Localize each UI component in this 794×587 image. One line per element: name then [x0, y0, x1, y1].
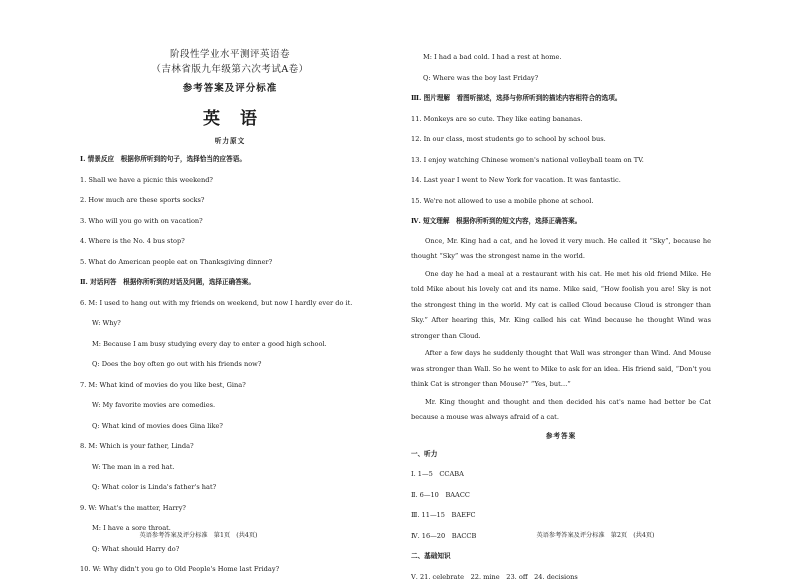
- left-column: [80, 47, 380, 580]
- text-line: 10. W: Why didn't you go to Old People's Home last Friday?: [80, 559, 380, 580]
- listening-script-lines: [80, 149, 380, 580]
- text-line: Q: What kind of movies does Gina like?: [80, 416, 380, 437]
- page-left: [0, 0, 397, 553]
- text-line: 9. W: What's the matter, Harry?: [80, 498, 380, 519]
- text-line: Q: What should Harry do?: [80, 539, 380, 560]
- answer-lines: [411, 444, 711, 587]
- text-line: 8. M: Which is your father, Linda?: [80, 436, 380, 457]
- text-line: 4. Where is the No. 4 bus stop?: [80, 231, 380, 252]
- section-heading: Ⅰ. 情景反应 根据你所听到的句子，选择恰当的应答语。: [80, 149, 380, 170]
- passage-paragraph: One day he had a meal at a restaurant with his cat. He met his old friend Mike. He told Mike about his lovely cat and its name. Mike said, “How foolish you are! Sky is not the strongest thing in the world. My cat is called Cloud because Cloud is stronger than Sky.” After hearing this, Mr. King called his cat Wind because he thought Wind was stronger than Cloud.: [411, 267, 711, 345]
- section-heading: 二、基础知识: [411, 546, 711, 567]
- text-line: Ⅲ. 11—15 BAEFC: [411, 505, 711, 526]
- exam-title: 阶段性学业水平测评英语卷: [80, 47, 380, 62]
- section-heading: 一、听力: [411, 444, 711, 465]
- text-line: M: I had a bad cold. I had a rest at home.: [411, 47, 711, 68]
- section-heading: Ⅳ. 短文理解 根据你所听到的短文内容，选择正确答案。: [411, 211, 711, 232]
- text-line: Ⅰ. 1—5 CCABA: [411, 464, 711, 485]
- answer-key-title: 参考答案及评分标准: [80, 77, 380, 101]
- page-right: [397, 0, 794, 553]
- text-line: 2. How much are these sports socks?: [80, 190, 380, 211]
- text-line: 1. Shall we have a picnic this weekend?: [80, 170, 380, 191]
- text-line: Q: What color is Linda's father's hat?: [80, 477, 380, 498]
- text-line: Ⅱ. 6—10 BAACC: [411, 485, 711, 506]
- text-line: Ⅴ. 21. celebrate 22. mine 23. off 24. decisions: [411, 567, 711, 587]
- passage-paragraph: Mr. King thought and thought and then decided his cat's name had better be Cat because a mouse was always afraid of a cat.: [411, 395, 711, 426]
- text-line: M: I have a sore throat.: [80, 518, 380, 539]
- listening-script-heading: 听力原文: [80, 133, 380, 149]
- text-line: 6. M: I used to hang out with my friends on weekend, but now I hardly ever do it.: [80, 293, 380, 314]
- section-heading: Ⅱ. 对话问答 根据你所听到的对话及问题，选择正确答案。: [80, 272, 380, 293]
- text-line: 7. M: What kind of movies do you like best, Gina?: [80, 375, 380, 396]
- text-line: Q: Where was the boy last Friday?: [411, 68, 711, 89]
- text-line: Ⅳ. 16—20 BACCB: [411, 526, 711, 547]
- text-line: W: My favorite movies are comedies.: [80, 395, 380, 416]
- passage-paragraph: Once, Mr. King had a cat, and he loved it very much. He called it “Sky”, because he thought “Sky” was the strongest name in the world.: [411, 234, 711, 265]
- text-line: 11. Monkeys are so cute. They like eating bananas.: [411, 109, 711, 130]
- text-line: 13. I enjoy watching Chinese women's national volleyball team on TV.: [411, 150, 711, 171]
- passage: [411, 234, 711, 426]
- text-line: 15. We're not allowed to use a mobile phone at school.: [411, 191, 711, 212]
- section-heading: Ⅲ. 图片理解 看图听描述，选择与你所听到的描述内容相符合的选项。: [411, 88, 711, 109]
- right-column: [411, 47, 711, 587]
- answers-heading: 参考答案: [411, 428, 711, 444]
- text-line: 3. Who will you go with on vacation?: [80, 211, 380, 232]
- page-footer-right: 英语参考答案及评分标准 第2页 (共4页): [397, 530, 794, 539]
- passage-paragraph: After a few days he suddenly thought that Wall was stronger than Wind. And Mouse was stronger than Wall. So he went to Mike to ask for an idea. His friend said, “Don't you think Cat is stronger than Mouse?” “Yes, but…”: [411, 346, 711, 393]
- text-line: W: The man in a red hat.: [80, 457, 380, 478]
- text-line: M: Because I am busy studying every day to enter a good high school.: [80, 334, 380, 355]
- text-line: 12. In our class, most students go to school by school bus.: [411, 129, 711, 150]
- script-lines-continued: [411, 47, 711, 232]
- text-line: Q: Does the boy often go out with his friends now?: [80, 354, 380, 375]
- subject-heading: 英语: [80, 105, 380, 133]
- text-line: 14. Last year I went to New York for vacation. It was fantastic.: [411, 170, 711, 191]
- page-footer-left: 英语参考答案及评分标准 第1页 (共4页): [0, 530, 397, 539]
- text-line: 5. What do American people eat on Thanksgiving dinner?: [80, 252, 380, 273]
- text-line: W: Why?: [80, 313, 380, 334]
- exam-edition: （吉林省版九年级第六次考试A卷）: [80, 62, 380, 77]
